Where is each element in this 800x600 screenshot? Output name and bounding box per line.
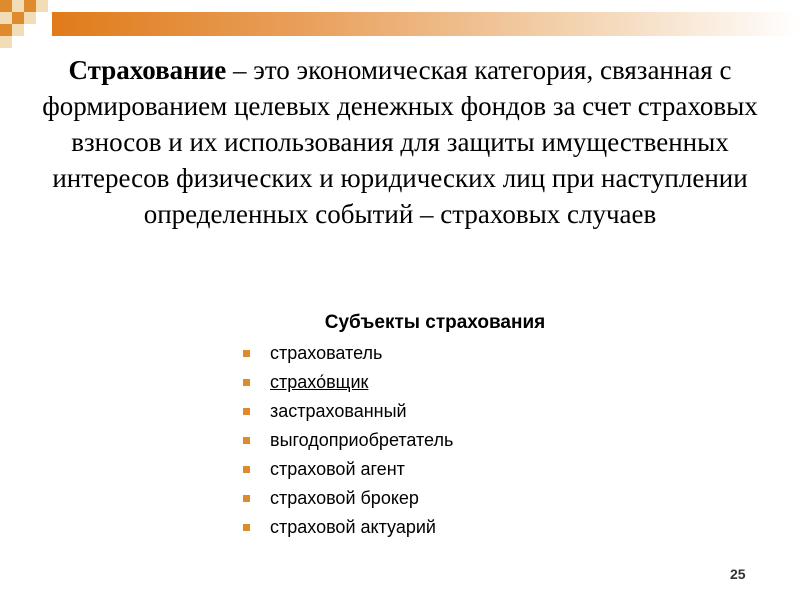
subjects-list bbox=[243, 339, 453, 542]
decor-square bbox=[12, 24, 24, 36]
decor-square bbox=[24, 12, 36, 24]
definition-paragraph bbox=[20, 52, 780, 232]
list-item-label: страховой брокер bbox=[270, 488, 419, 508]
square-bullet-icon bbox=[243, 524, 250, 531]
square-bullet-icon bbox=[243, 379, 250, 386]
decor-square bbox=[24, 0, 36, 12]
square-bullet-icon bbox=[243, 495, 250, 502]
list-item bbox=[243, 339, 453, 368]
list-item-label: страховой агент bbox=[270, 459, 405, 479]
square-bullet-icon bbox=[243, 408, 250, 415]
decor-square bbox=[0, 0, 12, 12]
decor-square bbox=[0, 36, 12, 48]
list-item bbox=[243, 368, 453, 397]
list-item bbox=[243, 513, 453, 542]
page-number: 25 bbox=[730, 566, 746, 582]
decor-square bbox=[0, 24, 12, 36]
list-item bbox=[243, 484, 453, 513]
list-item-label: страховой актуарий bbox=[270, 517, 436, 537]
subjects-heading: Субъекты страхования bbox=[324, 312, 546, 333]
list-item-label: страхователь bbox=[270, 343, 383, 363]
list-item bbox=[243, 426, 453, 455]
decor-square bbox=[12, 0, 24, 12]
square-bullet-icon bbox=[243, 437, 250, 444]
header-gradient-bar bbox=[52, 12, 800, 36]
definition-text: – это экономическая категория, связанная с формированием целевых денежных фондов за счет страховых взносов и их использования для защиты имущественных интересов физических и юридических лиц при наступлении определенных событий – страховых случаев bbox=[42, 55, 758, 229]
list-item-label: выгодоприобретатель bbox=[270, 430, 454, 450]
decor-square bbox=[0, 12, 12, 24]
decor-square bbox=[36, 0, 48, 12]
list-item-label: страхо́вщик bbox=[270, 372, 369, 392]
definition-term: Страхование bbox=[68, 55, 227, 85]
decor-square bbox=[12, 12, 24, 24]
list-item bbox=[243, 455, 453, 484]
square-bullet-icon bbox=[243, 466, 250, 473]
square-bullet-icon bbox=[243, 350, 250, 357]
list-item bbox=[243, 397, 453, 426]
list-item-label: застрахованный bbox=[270, 401, 407, 421]
